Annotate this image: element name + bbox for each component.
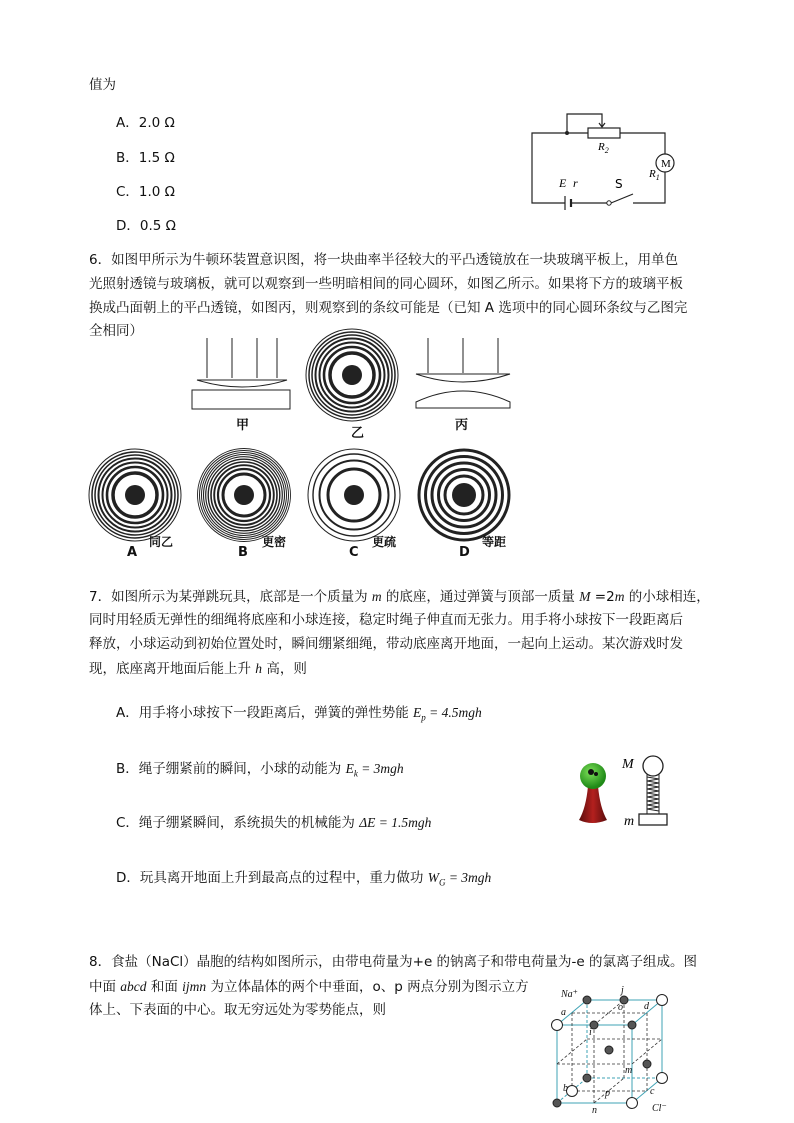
q6-line-4: 全相同） [89, 323, 143, 339]
q8-label-c: c [650, 1086, 655, 1097]
q5-r-label: r [573, 176, 578, 190]
q5-option-d: D．0.5 Ω [116, 218, 176, 234]
q6-option-a-desc: 同乙 [149, 535, 174, 549]
q7-option-a: A．用手将小球按下一段距离后，弹簧的弹性势能 $E_p = 4.5mgh$ [116, 705, 482, 723]
q5-option-c: C．1.0 Ω [116, 184, 176, 200]
q7-option-d: D．玩具离开地面上升到最高点的过程中，重力做功 $W_G = 3mgh$ [116, 870, 492, 888]
q8-label-na: Na⁺ [561, 989, 578, 1000]
q6-line-2: 光照射透镜与玻璃板，就可以观察到一些明暗相间的同心圆环，如图乙所示。如果将下方的玻璃平板 [89, 276, 683, 292]
q8-label-cl: Cl⁻ [652, 1103, 667, 1114]
q6-option-b-letter: B [238, 545, 248, 560]
q6-option-d-desc: 等距 [482, 535, 507, 549]
q8-label-a: a [561, 1007, 566, 1018]
q6-figure-yi [304, 328, 400, 424]
q8-label-o: o [618, 1002, 623, 1013]
q6-option-b-rings [196, 447, 292, 543]
q6-line-3: 换成凸面朝上的平凸透镜，如图丙，则观察到的条纹可能是（已知 A 选项中的同心圆环条纹与乙图完 [89, 300, 688, 316]
q8-label-j: j [621, 985, 624, 996]
q8-label-n: n [592, 1105, 597, 1116]
q7-option-b: B．绳子绷紧前的瞬间，小球的动能为 $E_k = 3mgh$ [116, 761, 404, 779]
q6-option-c-desc: 更疏 [372, 535, 397, 549]
q7-option-c: C．绳子绷紧瞬间，系统损失的机械能为 ΔE = 1.5mgh [116, 815, 432, 831]
q5-circuit-diagram [525, 108, 685, 213]
q8-label-b: b [563, 1083, 568, 1094]
q7-fig-label-m: m [624, 814, 635, 829]
q6-option-d-rings [416, 447, 512, 543]
q6-option-b-desc: 更密 [262, 535, 287, 549]
q6-line-1: 6．如图甲所示为牛顿环装置意识图，将一块曲率半径较大的平凸透镜放在一块玻璃平板上，用单色 [89, 252, 679, 268]
q8-line-3: 体上、下表面的中心。取无穷远处为零势能点，则 [89, 1002, 386, 1018]
q7-line-2: 同时用轻质无弹性的细绳将底座和小球连接，稳定时绳子伸直而无张力。用手将小球按下一段距离后 [89, 612, 683, 628]
q7-line-1: 7．如图所示为某弹跳玩具，底部是一个质量为 m 的底座，通过弹簧与顶部一质量 M =2m 的小球相连， [89, 589, 710, 605]
q7-toy-image [574, 760, 614, 826]
q7-line-3: 释放，小球运动到初始位置处时，瞬间绷紧细绳，带动底座离开地面，一起向上运动。某次游戏时发 [89, 636, 683, 652]
q8-label-i: i [589, 1027, 592, 1038]
q7-spring-diagram [620, 753, 676, 829]
q8-label-m: m [625, 1065, 633, 1076]
q6-option-d-letter: D [459, 545, 470, 560]
q6-label-bing: 丙 [455, 418, 469, 433]
q6-option-a-letter: A [127, 545, 138, 560]
q8-line-1: 8．食盐（NaCl）晶胞的结构如图所示，由带电荷量为+e 的钠离子和带电荷量为-e 的氯离子组成。图 [89, 954, 698, 970]
q6-label-yi: 乙 [351, 426, 365, 441]
q8-label-d: d [644, 1001, 649, 1012]
q8-line-2: 中面 abcd 和面 ijmn 为立体晶体的两个中垂面，o、p 两点分别为图示立方 [89, 979, 529, 995]
q6-option-a-rings [87, 447, 183, 543]
q5-r2-label: $R_2$ [598, 141, 609, 155]
q6-option-c-rings [306, 447, 402, 543]
q5-option-b: B．1.5 Ω [116, 150, 175, 166]
q5-switch-label: S [615, 177, 623, 191]
q6-option-c-letter: C [349, 545, 359, 560]
q5-emf-label: E [559, 176, 567, 190]
q6-label-jia: 甲 [236, 418, 250, 433]
q8-label-p: p [605, 1088, 610, 1099]
q7-fig-label-M: M [622, 757, 634, 772]
q5-r1-label: $R_1$ [649, 168, 660, 182]
q5-tail-text: 值为 [89, 77, 116, 93]
q8-nacl-cell-diagram [547, 983, 677, 1116]
q5-option-a: A．2.0 Ω [116, 115, 175, 131]
q5-motor-label: M [661, 158, 671, 170]
q7-line-4: 现，底座离开地面后能上升 h 高，则 [89, 661, 307, 677]
q6-figure-jia [192, 338, 292, 413]
q6-figure-bing [413, 338, 513, 413]
